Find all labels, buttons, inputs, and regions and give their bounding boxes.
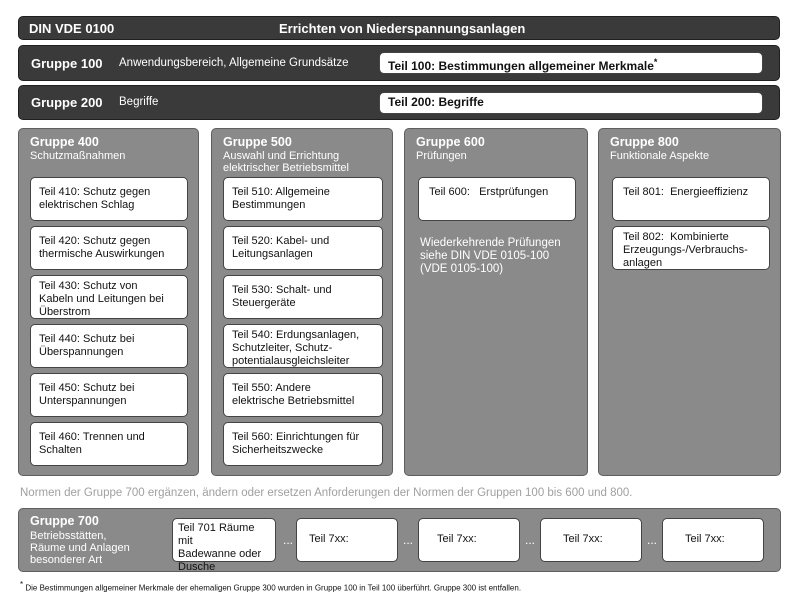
teil-7xx-label-2: Teil 7xx: xyxy=(437,533,477,545)
teil-200-label: Teil 200: Begriffe xyxy=(388,95,484,109)
teil-540-line1: Teil 540: Erdungsanlagen, xyxy=(232,329,360,341)
header-title: Errichten von Niederspannungsanlagen xyxy=(279,21,526,36)
teil-7xx-box-1 xyxy=(296,518,398,562)
teil-440-box xyxy=(30,324,188,368)
teil-701-box xyxy=(172,518,276,573)
teil-7xx-box-2 xyxy=(418,518,520,562)
teil-560-line1: Teil 560: Einrichtungen für xyxy=(232,431,360,443)
ellipsis-4: ... xyxy=(647,533,658,547)
gruppe-700-title: Gruppe 700 xyxy=(30,514,99,528)
teil-430-line1: Teil 430: Schutz von xyxy=(39,280,138,292)
gruppe-700-sub-line2: Räume und Anlagen xyxy=(30,542,130,554)
teil-701-line3: Dusche xyxy=(178,561,216,573)
ellipsis-3: ... xyxy=(525,533,536,547)
teil-560-box xyxy=(223,422,383,466)
teil-550-line2: elektrische Betriebsmittel xyxy=(232,395,355,407)
teil-520-box xyxy=(223,226,383,270)
gruppe-700-subtitle xyxy=(30,530,130,566)
teil-430-line3: Überstrom xyxy=(39,306,91,318)
teil-410-line2: elektrischen Schlag xyxy=(39,199,135,211)
teil-7xx-label-1: Teil 7xx: xyxy=(309,533,349,545)
ellipsis-1: ... xyxy=(283,533,294,547)
teil-100-asterisk: * xyxy=(653,57,658,67)
teil-530-box xyxy=(223,275,383,319)
gruppe-600-column xyxy=(404,128,588,476)
note-line3: (VDE 0105-100) xyxy=(420,263,504,275)
gruppe-200-bar xyxy=(18,85,780,120)
teil-7xx-label-4: Teil 7xx: xyxy=(685,533,725,545)
teil-420-box xyxy=(30,226,188,270)
gruppe-700-sub-line3: besonderer Art xyxy=(30,554,103,566)
teil-520-line2: Leitungsanlagen xyxy=(232,248,313,260)
teil-801-box xyxy=(612,177,770,221)
teil-100-label: Teil 100: Bestimmungen allgemeiner Merkmale xyxy=(388,59,654,73)
teil-520-line1: Teil 520: Kabel- und xyxy=(232,235,330,247)
gruppe-100-title: Gruppe 100 xyxy=(31,56,103,71)
gruppe-800-title: Gruppe 800 xyxy=(610,135,679,149)
teil-450-box xyxy=(30,373,188,417)
gruppe-500-subtitle-1: Auswahl und Errichtung xyxy=(223,150,340,162)
teil-100-box xyxy=(379,52,763,74)
gruppe-200-subtitle: Begriffe xyxy=(119,96,159,108)
teil-430-box xyxy=(30,275,188,319)
gruppe-400-subtitle: Schutzmaßnahmen xyxy=(30,150,126,162)
teil-7xx-box-3 xyxy=(540,518,642,562)
teil-450-line2: Unterspannungen xyxy=(39,395,127,407)
gruppe-700-sub-line1: Betriebsstätten, xyxy=(30,530,107,542)
norm-label: DIN VDE 0100 xyxy=(29,21,115,36)
teil-410-line1: Teil 410: Schutz gegen xyxy=(39,186,151,198)
teil-802-line1: Teil 802: Kombinierte xyxy=(623,231,729,243)
gruppe-800-column xyxy=(598,128,781,476)
teil-430-line2: Kabeln und Leitungen bei xyxy=(39,293,164,305)
note-line2: siehe DIN VDE 0105-100 xyxy=(420,250,550,262)
ellipsis-2: ... xyxy=(403,533,414,547)
teil-540-line3: potentialausgleichsleiter xyxy=(232,355,350,367)
teil-802-line2: Erzeugungs-/Verbrauchs- xyxy=(623,244,748,256)
gruppe-600-note xyxy=(420,237,561,276)
teil-550-line1: Teil 550: Andere xyxy=(232,382,311,394)
teil-600-box xyxy=(418,177,576,221)
teil-460-line1: Teil 460: Trennen und xyxy=(39,431,145,443)
teil-7xx-label-3: Teil 7xx: xyxy=(563,533,603,545)
footnote-text: Die Bestimmungen allgemeiner Merkmale der ehemaligen Gruppe 300 wurden in Gruppe 100 in Teil 100 überführt. Gruppe 300 ist entfallen. xyxy=(23,583,522,593)
gruppe-100-bar xyxy=(18,45,780,81)
teil-510-line2: Bestimmungen xyxy=(232,199,306,211)
teil-550-box xyxy=(223,373,383,417)
gruppe-800-subtitle: Funktionale Aspekte xyxy=(610,150,710,162)
gruppe-600-subtitle: Prüfungen xyxy=(416,150,467,162)
gruppe-600-title: Gruppe 600 xyxy=(416,135,485,149)
teil-530-line2: Steuergeräte xyxy=(232,297,296,309)
teil-420-line2: thermische Auswirkungen xyxy=(39,248,165,260)
teil-7xx-box-4 xyxy=(662,518,764,562)
note-line1: Wiederkehrende Prüfungen xyxy=(420,237,561,249)
gruppe-400-title: Gruppe 400 xyxy=(30,135,99,149)
teil-560-line2: Sicherheitszwecke xyxy=(232,444,324,456)
teil-460-line2: Schalten xyxy=(39,444,82,456)
header-bar xyxy=(18,16,780,40)
teil-450-line1: Teil 450: Schutz bei xyxy=(39,382,135,394)
teil-540-line2: Schutzleiter, Schutz- xyxy=(232,342,333,354)
teil-530-line1: Teil 530: Schalt- und xyxy=(232,284,332,296)
teil-540-box xyxy=(223,324,383,368)
gruppe-500-column xyxy=(211,128,393,476)
teil-440-line2: Überspannungen xyxy=(39,346,124,358)
gruppe-500-subtitle-2: elektrischer Betriebsmittel xyxy=(223,162,349,174)
gruppe-500-title: Gruppe 500 xyxy=(223,135,292,149)
teil-410-box xyxy=(30,177,188,221)
gruppe-200-title: Gruppe 200 xyxy=(31,95,103,110)
gruppe-100-subtitle: Anwendungsbereich, Allgemeine Grundsätze xyxy=(119,57,349,69)
footnote xyxy=(20,580,790,593)
teil-510-line1: Teil 510: Allgemeine xyxy=(232,186,330,198)
gruppe-400-column xyxy=(18,128,199,476)
teil-440-line1: Teil 440: Schutz bei xyxy=(39,333,135,345)
teil-701-line1: Teil 701 Räume mit xyxy=(178,522,255,547)
teil-510-box xyxy=(223,177,383,221)
gruppe-700-note: Normen der Gruppe 700 ergänzen, ändern oder ersetzen Anforderungen der Normen der Gruppen 100 bis 600 und 800. xyxy=(20,487,633,499)
teil-802-box xyxy=(612,226,770,270)
teil-200-box xyxy=(379,92,763,114)
teil-420-line1: Teil 420: Schutz gegen xyxy=(39,235,151,247)
teil-801-label: Teil 801: Energieeffizienz xyxy=(623,186,749,198)
teil-460-box xyxy=(30,422,188,466)
teil-802-line3: anlagen xyxy=(623,257,663,269)
teil-701-line2: Badewanne oder xyxy=(178,548,262,560)
gruppe-700-bar xyxy=(18,508,781,572)
footnote-asterisk: * xyxy=(20,580,24,589)
teil-600-label: Teil 600: Erstprüfungen xyxy=(429,186,549,198)
